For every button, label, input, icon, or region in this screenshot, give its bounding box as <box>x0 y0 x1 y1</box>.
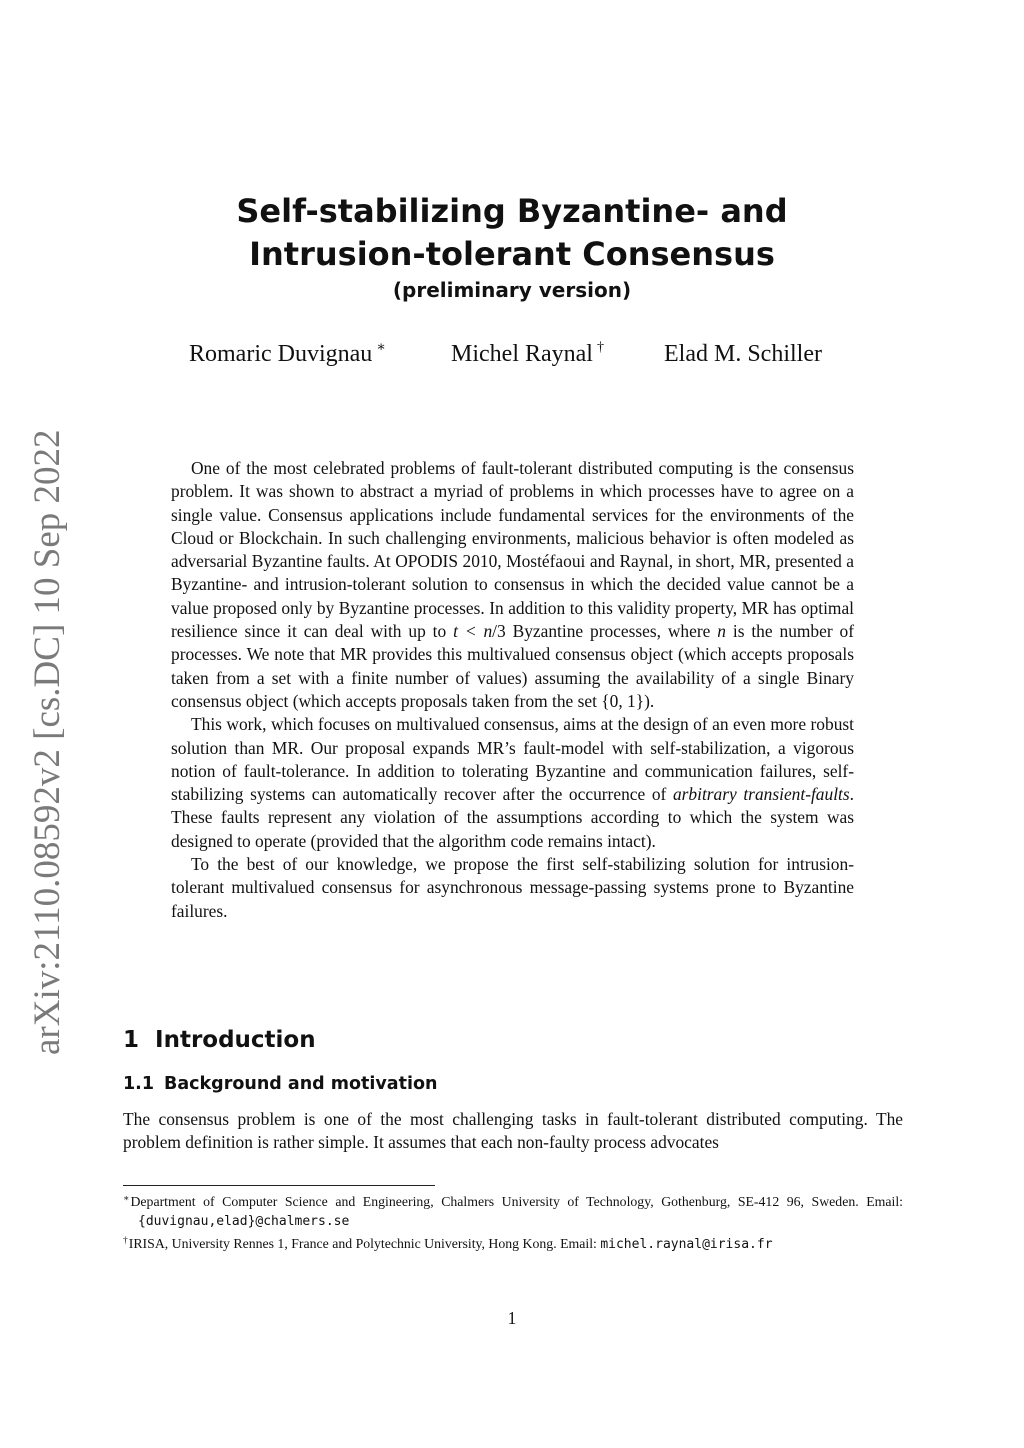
body-paragraph: The consensus problem is one of the most challenging tasks in fault-tolerant distributed computing. The problem definition is rather simple. It assumes that each non-faulty process advocates <box>123 1109 903 1153</box>
section-heading <box>123 1024 316 1056</box>
author-footnote-mark: † <box>596 340 604 355</box>
author-1 <box>189 333 386 369</box>
arxiv-identifier-stamp: arXiv:2110.08592v2 [cs.DC] 10 Sep 2022 <box>27 429 68 1055</box>
footnote-1 <box>123 1190 903 1231</box>
footnote-text: IRISA, University Rennes 1, France and Polytechnic University, Hong Kong. Email: <box>128 1236 601 1251</box>
author-2 <box>451 333 604 369</box>
math-inline: {0, 1} <box>601 690 645 711</box>
section-title: Introduction <box>155 1027 316 1053</box>
math-inline: n <box>717 621 726 642</box>
paper-title-line-1: Self-stabilizing Byzantine- and <box>236 192 788 230</box>
abstract-text: This work, which focuses on multivalued consensus, aims at the design of an even more robust solution than MR. Our proposal expands MR’s fault-model with self-stabilization, a vigorous notion of fault-tolerance. In addition to tolerating Byzantine and communication failures, self-stabilizing systems can automatically recover after the occurrence of <box>171 714 854 805</box>
abstract-text: ). <box>644 690 655 711</box>
math-inline: t < n <box>453 621 493 642</box>
footnote-mark: ∗ <box>123 1194 130 1204</box>
abstract-paragraph-1 <box>171 457 854 713</box>
author-footnote-mark: ∗ <box>376 340 386 355</box>
math-inline: /3 <box>492 621 506 642</box>
footnote-2 <box>123 1232 903 1255</box>
email-address: {duvignau,elad}@chalmers.se <box>138 1213 350 1229</box>
footnote-mark: † <box>123 1236 128 1246</box>
author-name: Michel Raynal <box>451 341 593 367</box>
subsection-title: Background and motivation <box>164 1074 438 1094</box>
abstract <box>171 457 854 923</box>
paper-title-line-2: Intrusion-tolerant Consensus <box>249 235 775 273</box>
page-number: 1 <box>507 1308 517 1328</box>
abstract-text: is the number of processes. We note that MR provides this multivalued consensus object (which accepts proposals taken from a set with a finite number of values) assuming the availability of a single Binary consensus object (which accepts proposals taken from the set <box>171 621 854 711</box>
abstract-text: One of the most celebrated problems of fault-tolerant distributed computing is the consensus problem. It was shown to abstract a myriad of problems in which processes have to agree on a single value. Consensus applications include fundamental services for the environments of the Cloud or Blockchain. In such challenging environments, malicious behavior is often modeled as adversarial Byzantine faults. At OPODIS 2010, Mostéfaoui and Raynal, in short, MR, presented a Byzantine- and intrusion-tolerant solution to consensus in which the decided value cannot be a value proposed only by Byzantine processes. In addition to this validity property, MR has optimal resilience since it can deal with up to <box>171 458 854 642</box>
abstract-paragraph-3: To the best of our knowledge, we propose the first self-stabilizing solution for intrusion-tolerant multivalued consensus for asynchronous message-passing systems prone to Byzantine failures. <box>171 854 854 921</box>
abstract-paragraph-2 <box>171 713 854 853</box>
subsection-number: 1.1 <box>123 1074 155 1094</box>
emphasis: arbitrary transient-faults <box>672 784 850 805</box>
email-address: michel.raynal@irisa.fr <box>600 1237 773 1252</box>
author-name: Elad M. Schiller <box>664 341 822 367</box>
footnote-text: Department of Computer Science and Engineering, Chalmers University of Technology, Gothenburg, SE-412 96, Sweden. Email: <box>130 1194 903 1209</box>
footnote-divider <box>123 1185 435 1186</box>
section-number: 1 <box>123 1027 140 1053</box>
paper-subtitle: (preliminary version) <box>392 278 632 302</box>
author-3 <box>664 333 826 369</box>
abstract-text: . These faults represent any violation of the assumptions according to which the system was designed to operate (provided that the algorithm code remains intact). <box>171 784 854 851</box>
author-name: Romaric Duvignau <box>189 341 373 367</box>
abstract-text: Byzantine processes, where <box>505 621 718 642</box>
footnotes <box>123 1190 903 1255</box>
subsection-heading <box>123 1070 437 1098</box>
